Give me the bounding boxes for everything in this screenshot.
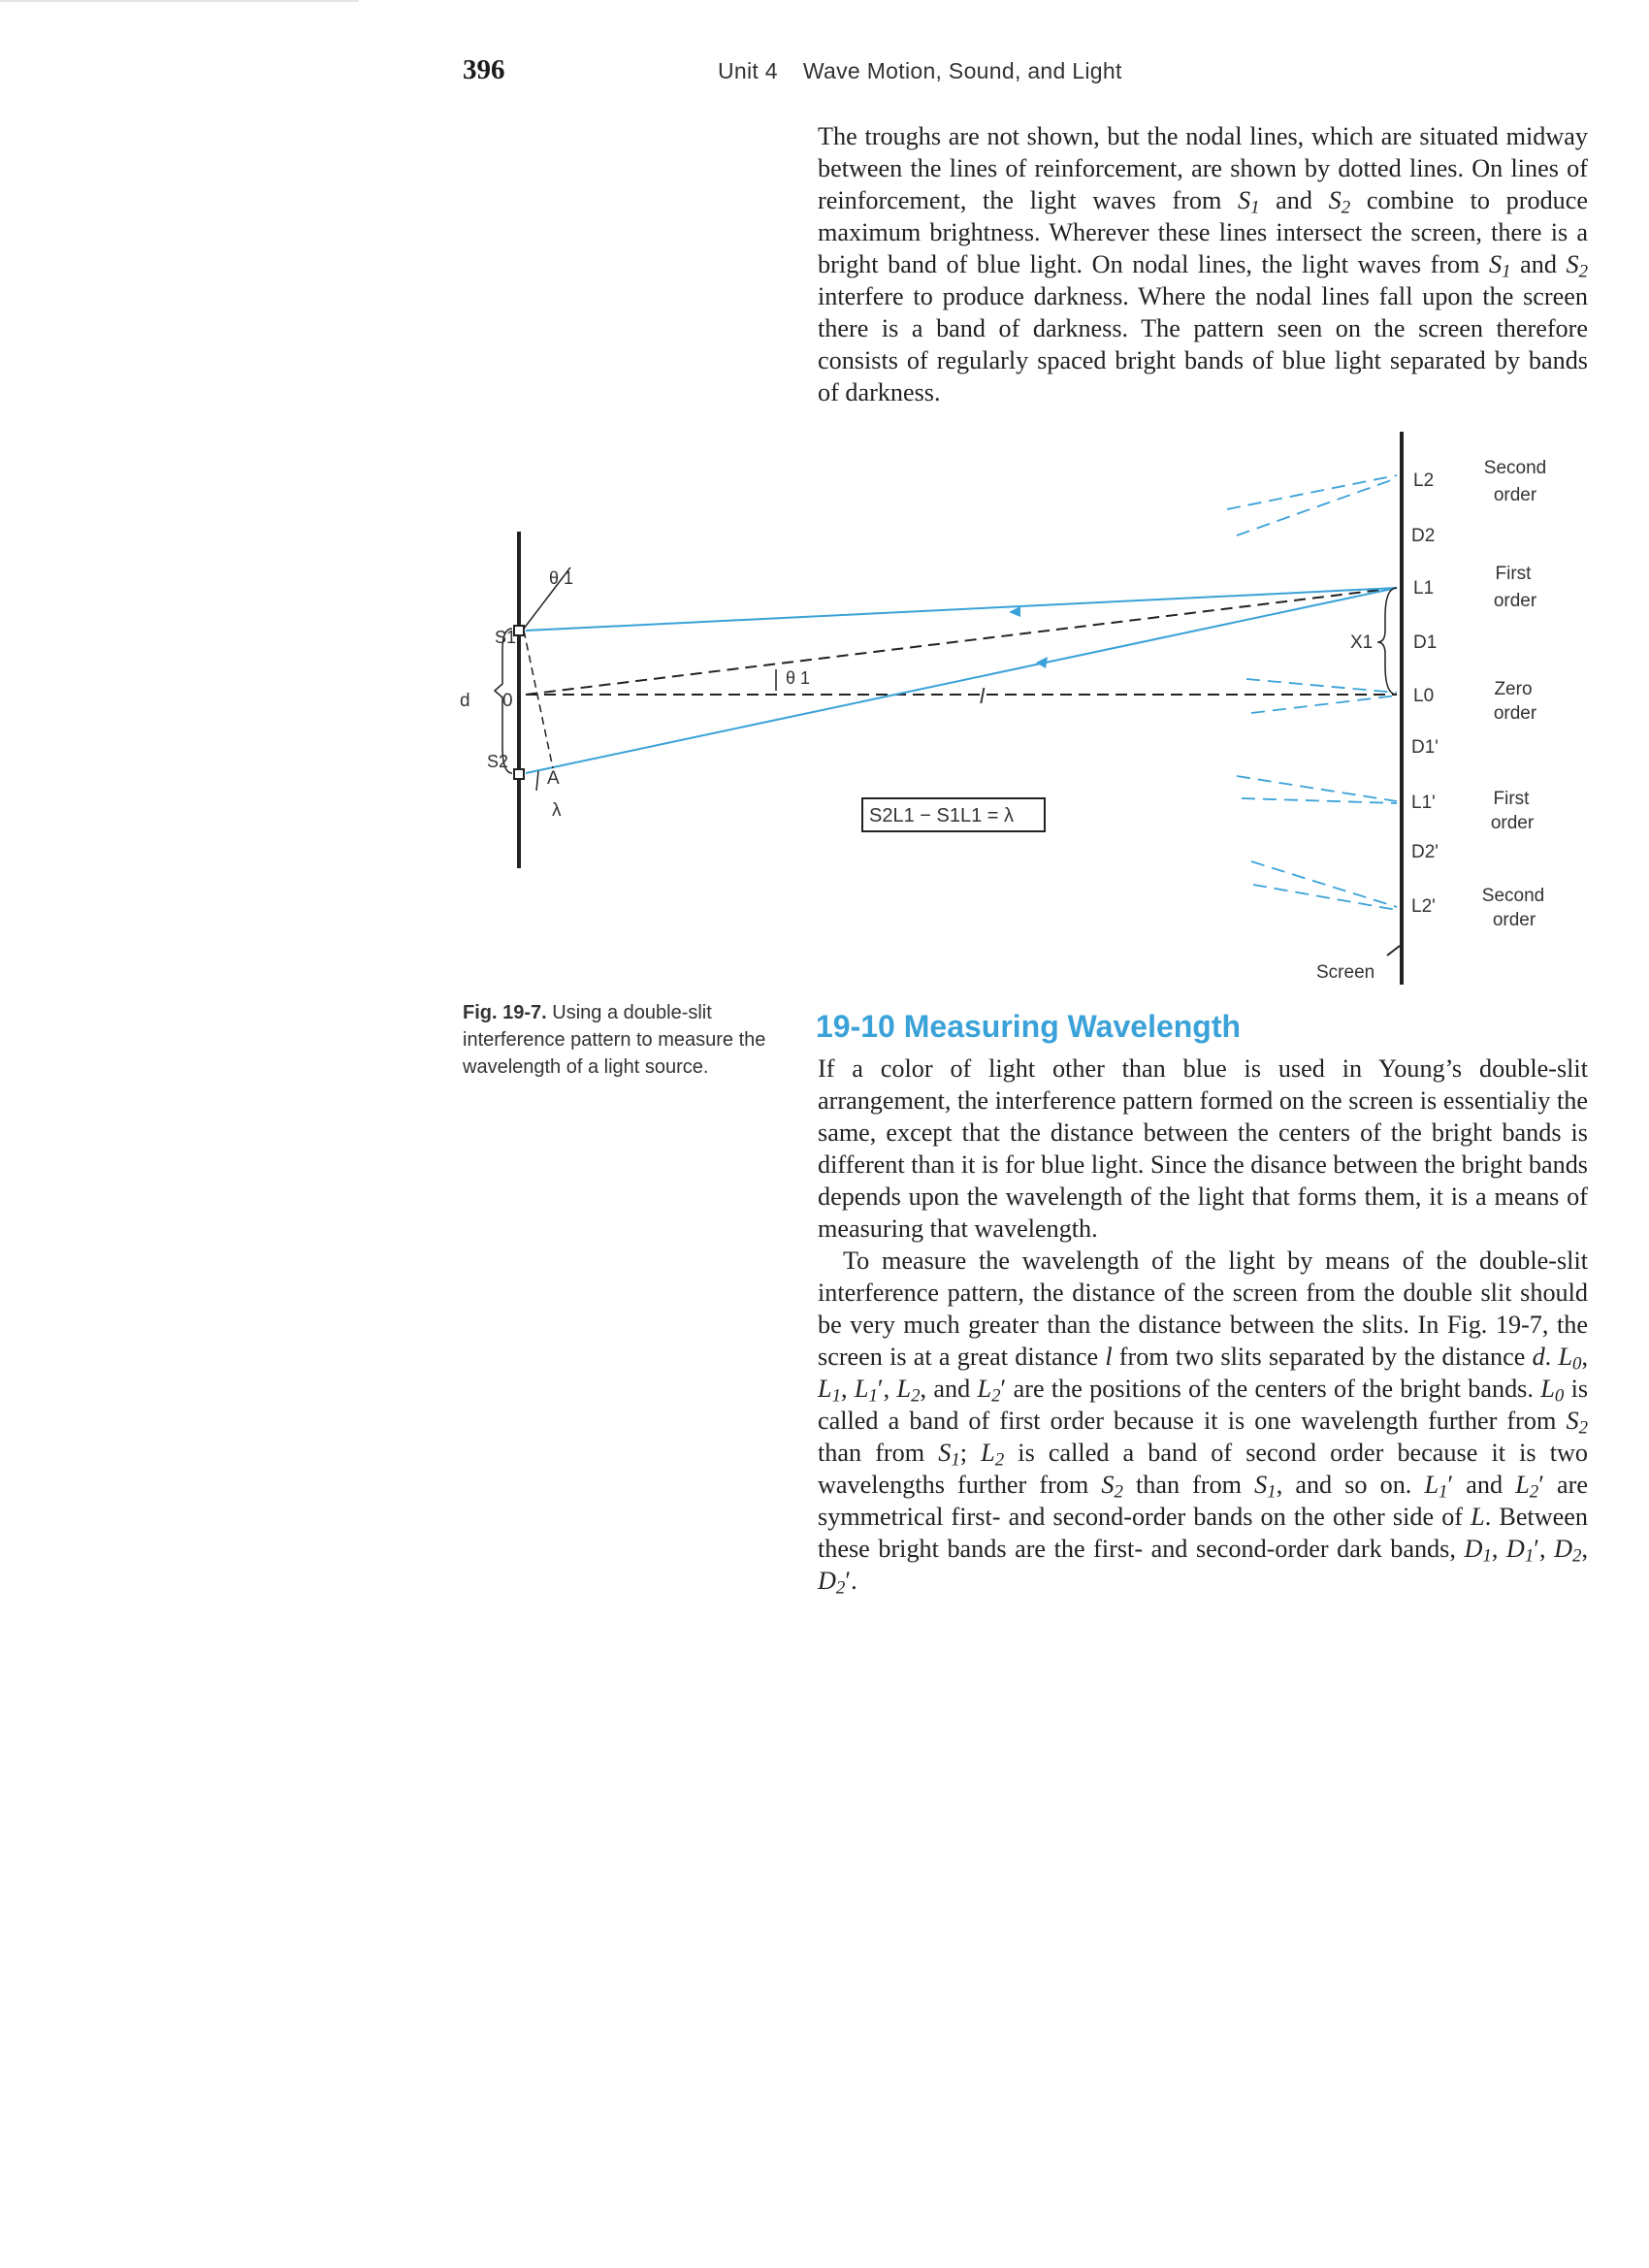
math-symbol: d — [1532, 1343, 1545, 1371]
math-subscript: 2 — [1114, 1481, 1123, 1503]
path-diff-line — [524, 631, 553, 768]
math-symbol: $S_2$ — [1328, 186, 1351, 218]
math-symbol: $D_1$ — [1464, 1535, 1492, 1567]
text-run: If a color of light other than blue is used in Young’s double-slit arrangement, the interference pattern formed on the screen is essentialiy the same, except that the distance between the centers of the bright bands is different than it is for blue light. Since the disance between the bright bands depends upon the wavelength of the light that forms them, it is a means of measuring that wavelength. — [818, 1054, 1588, 1243]
section-paragraph-2 — [818, 1245, 1588, 1597]
text-run: , — [841, 1375, 855, 1403]
beam-s1-l1 — [526, 588, 1397, 631]
math-symbol: $S_1$ — [1238, 186, 1260, 218]
label-L2: L2 — [1413, 470, 1435, 491]
ray-l2p-a — [1251, 861, 1397, 907]
double-slit-figure — [0, 0, 1649, 999]
label-l: l — [980, 684, 985, 708]
math-symbol: $D_1'$ — [1505, 1535, 1539, 1567]
section-paragraph-1 — [818, 1053, 1588, 1245]
math-subscript: 2 — [835, 1577, 846, 1599]
order-zero-2: order — [1493, 703, 1537, 724]
math-subscript: 1 — [831, 1385, 842, 1407]
text-run: are the positions of the centers of the bright bands. — [1006, 1375, 1541, 1403]
order-second-top-1: Second — [1483, 458, 1547, 478]
label-formula: S2L1 − S1L1 = λ — [869, 805, 1015, 826]
section-text-block — [818, 1053, 1588, 1597]
unit-label: Unit 4 — [718, 58, 778, 83]
text-run: , — [1581, 1535, 1588, 1563]
order-first-bottom-1: First — [1493, 789, 1530, 809]
text-run: , — [1491, 1535, 1506, 1563]
label-screen: Screen — [1316, 962, 1375, 983]
math-subscript: 1 — [951, 1449, 960, 1471]
diffracted-rays — [1227, 475, 1397, 910]
text-run: and — [1259, 186, 1329, 214]
math-prime: ′ — [1538, 1471, 1544, 1499]
section-heading: 19-10 Measuring Wavelength — [816, 1009, 1242, 1044]
math-symbol: $D_2'$ — [818, 1567, 852, 1599]
math-prime: ′ — [1000, 1375, 1007, 1403]
figure-caption — [463, 999, 783, 1081]
math-symbol: $L_0$ — [1558, 1343, 1582, 1375]
text-run: . — [1544, 1343, 1559, 1371]
math-subscript: 1 — [1482, 1545, 1492, 1567]
label-L1: L1 — [1413, 578, 1435, 599]
label-lambda: λ — [552, 800, 562, 821]
math-subscript: 2 — [1529, 1481, 1539, 1503]
text-run: To measure the wavelength of the light by means of the double-slit interference pattern, the distance of the screen from the double slit should be very much greater than the distance between the slits. In Fig. 19-7, the screen is at a great distance — [818, 1247, 1588, 1371]
order-second-bottom-2: order — [1492, 910, 1536, 930]
math-subscript: 1 — [1250, 197, 1260, 218]
math-symbol: $L_2$ — [896, 1375, 921, 1407]
text-run: are symmetrical first- and second-order bands on the other side of — [818, 1471, 1588, 1531]
math-subscript: 1 — [1524, 1545, 1535, 1567]
text-run: , — [1539, 1535, 1555, 1563]
text-run: . — [851, 1567, 857, 1595]
label-theta1-top: θ 1 — [549, 568, 574, 588]
math-subscript: 0 — [1572, 1353, 1582, 1375]
label-theta1-mid: θ 1 — [786, 668, 811, 688]
math-symbol: $L_2$ — [981, 1439, 1005, 1471]
text-run: is called a band of first order because it is one wavelength further from — [818, 1375, 1589, 1435]
text-run: than from — [1122, 1471, 1255, 1499]
ray-l2p-b — [1253, 885, 1397, 910]
label-D2p: D2' — [1411, 842, 1439, 862]
order-zero-1: Zero — [1494, 679, 1533, 699]
math-symbol: $S_1$ — [1489, 250, 1511, 282]
math-subscript: 2 — [1578, 1417, 1588, 1439]
ray-l1p-a — [1237, 776, 1397, 801]
order-second-top-2: order — [1493, 485, 1537, 505]
page-number: 396 — [463, 54, 505, 85]
label-a: A — [547, 768, 560, 789]
math-subscript: 1 — [1267, 1481, 1277, 1503]
order-first-top-1: First — [1495, 564, 1532, 584]
math-subscript: 2 — [1572, 1545, 1582, 1567]
math-symbol: $L_2'$ — [1515, 1471, 1544, 1503]
slit-s2 — [514, 769, 524, 779]
order-first-bottom-2: order — [1490, 813, 1535, 833]
beam-arrow-1 — [1009, 606, 1020, 617]
ray-l1p-b — [1242, 798, 1397, 803]
text-run: . Between these bright bands are the first- and second-order dark bands, — [818, 1503, 1588, 1563]
math-symbol: $D_2$ — [1554, 1535, 1582, 1567]
math-symbol: $S_1$ — [938, 1439, 960, 1471]
math-prime: ′ — [877, 1375, 884, 1403]
x1-brace — [1377, 588, 1397, 695]
math-subscript: 2 — [991, 1385, 1001, 1407]
text-run: ; — [959, 1439, 982, 1467]
ray-l0-a — [1246, 679, 1397, 693]
beam-s2-l1 — [526, 588, 1397, 773]
label-d: d — [460, 691, 470, 711]
label-L0: L0 — [1413, 686, 1435, 706]
order-second-bottom-1: Second — [1481, 886, 1545, 906]
math-prime: ′ — [1447, 1471, 1454, 1499]
math-symbol: $S_2$ — [1566, 250, 1588, 282]
label-o: 0 — [502, 691, 513, 711]
math-symbol: $S_2$ — [1101, 1471, 1123, 1503]
math-subscript: 1 — [868, 1385, 878, 1407]
label-D1: D1 — [1413, 632, 1438, 653]
math-subscript: 1 — [1502, 261, 1511, 282]
text-run: combine to produce maximum brightness. Wherever these lines intersect the screen, there is a bright band of blue light. On nodal lines, the light waves from — [818, 186, 1588, 278]
unit-title: Wave Motion, Sound, and Light — [802, 58, 1122, 83]
ray-l2-a — [1227, 475, 1397, 509]
math-subscript: 0 — [1554, 1385, 1565, 1407]
math-subscript: 2 — [994, 1449, 1005, 1471]
math-subscript: 2 — [911, 1385, 921, 1407]
label-s1: S1 — [495, 628, 517, 647]
text-run: , and — [920, 1375, 978, 1403]
text-run: , — [883, 1375, 897, 1403]
math-prime: ′ — [1534, 1535, 1539, 1563]
math-symbol: L — [1471, 1503, 1485, 1531]
math-symbol: $L_1$ — [818, 1375, 842, 1407]
math-symbol: $L_2'$ — [977, 1375, 1007, 1407]
beam-arrow-2 — [1036, 657, 1048, 668]
math-symbol: $L_1'$ — [854, 1375, 884, 1407]
text-run: from two slits separated by the distance — [1112, 1343, 1533, 1371]
text-run: The troughs are not shown, but the nodal lines, which are situated midway between the lines of reinforcement, are shown by dotted lines. On lines of reinforcement, the light waves from — [818, 122, 1588, 214]
math-subscript: 2 — [1578, 261, 1588, 282]
caption-text: Using a double-slit interference pattern to measure the wavelength of a light source. — [463, 1002, 766, 1078]
screen-pointer — [1387, 946, 1400, 956]
order-first-top-2: order — [1493, 591, 1537, 611]
math-symbol: $S_2$ — [1566, 1407, 1588, 1439]
angle-line — [526, 588, 1397, 695]
caption-label: Fig. 19-7. — [463, 1002, 547, 1023]
lambda-pointer — [536, 771, 538, 791]
text-run: and — [1510, 250, 1567, 278]
text-run: interfere to produce darkness. Where the nodal lines fall upon the screen there is a band of darkness. The pattern seen on the screen therefore consists of regularly spaced bright bands of blue light separated by bands of darkness. — [818, 282, 1588, 406]
label-s2: S2 — [487, 752, 509, 771]
math-symbol: $L_0$ — [1540, 1375, 1565, 1407]
math-subscript: 2 — [1341, 197, 1351, 218]
math-subscript: 1 — [1439, 1481, 1448, 1503]
label-D2: D2 — [1411, 526, 1436, 546]
math-symbol: $S_1$ — [1254, 1471, 1277, 1503]
label-D1p: D1' — [1411, 737, 1439, 758]
text-run: , — [1581, 1343, 1588, 1371]
text-run: is called a band of second order because it is two wavelengths further from — [818, 1439, 1588, 1499]
math-symbol: l — [1105, 1343, 1113, 1371]
text-run: and — [1453, 1471, 1516, 1499]
label-L1p: L1' — [1411, 793, 1436, 813]
ray-l0-b — [1251, 696, 1397, 713]
math-prime: ′ — [845, 1567, 852, 1595]
text-run: than from — [818, 1439, 939, 1467]
label-L2p: L2' — [1411, 896, 1436, 917]
ray-l2-b — [1237, 478, 1397, 535]
math-symbol: $L_1'$ — [1424, 1471, 1454, 1503]
text-run: , and so on. — [1276, 1471, 1425, 1499]
label-x1: X1 — [1350, 632, 1374, 653]
